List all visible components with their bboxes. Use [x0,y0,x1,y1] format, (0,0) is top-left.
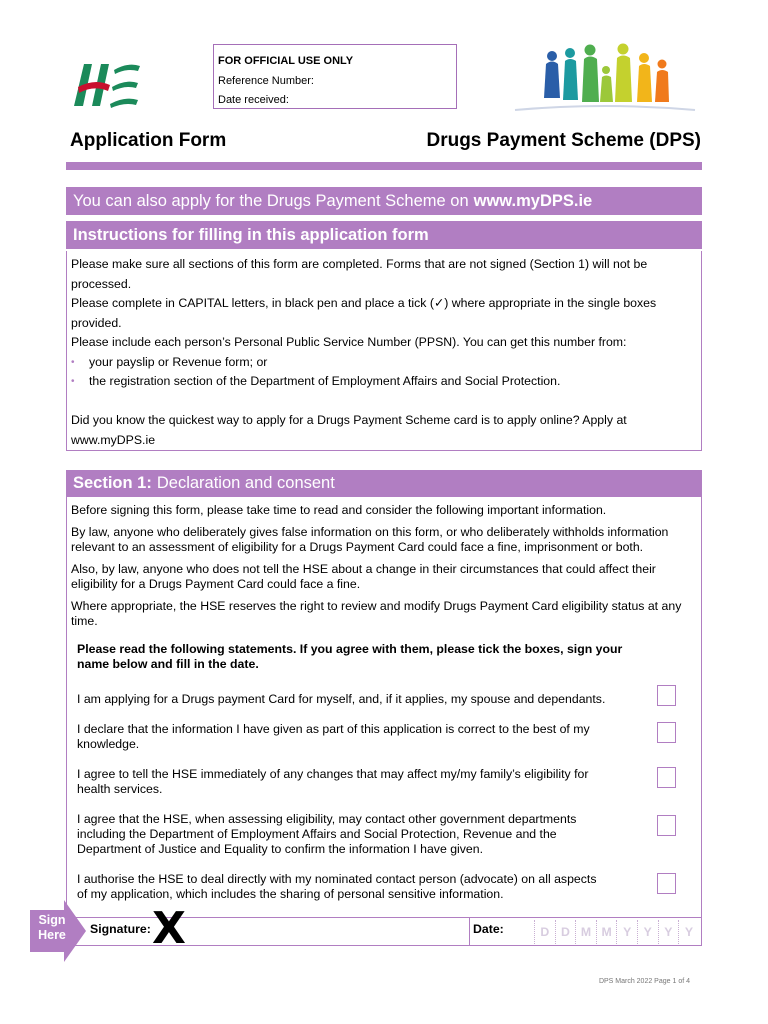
section1-heading [66,470,702,497]
date-cell[interactable]: Y [616,920,637,944]
date-label: Date: [473,922,504,936]
reference-number-label: Reference Number: [218,74,314,87]
please-read-instruction: Please read the following statements. If you agree with them, please tick the boxes, sign your name below and fill in the date. [77,642,623,671]
statement-row [71,872,697,902]
statement-checkbox[interactable] [657,722,676,743]
statement-text: I agree to tell the HSE immediately of any changes that may affect my/my family’s eligibility for health services. [77,767,589,796]
statement-row [71,812,697,857]
ppsn-source-list [71,353,697,392]
list-item: • the registration section of the Department of Employment Affairs and Social Protection. [71,372,697,392]
scheme-title: Drugs Payment Scheme (DPS) [426,130,701,151]
hse-logo-icon [70,58,142,110]
date-cell[interactable]: Y [658,920,679,944]
statement-checkbox[interactable] [657,767,676,788]
list-item: • your payslip or Revenue form; or [71,353,697,373]
date-cell[interactable]: Y [678,920,699,944]
family-people-icon [510,40,700,114]
statement-checkbox[interactable] [657,873,676,894]
section1-title: Declaration and consent [156,474,335,492]
apply-online-text: You can also apply for the Drugs Payment Scheme on [73,191,469,210]
date-input[interactable] [534,920,699,944]
section1-label: Section 1: [73,474,152,492]
statement-row [71,692,697,707]
official-use-title: FOR OFFICIAL USE ONLY [218,55,354,67]
statement-row [71,722,697,752]
title-divider [66,162,702,170]
declaration-paragraph: Also, by law, anyone who does not tell the HSE about a change in their circumstances that could affect their eligibility for a Drugs Payment Card could face a fine. [71,562,656,591]
instructions-paragraph: Please include each person’s Personal Public Service Number (PPSN). You can get this number from: [71,335,627,349]
instructions-paragraph: Please complete in CAPITAL letters, in black pen and place a tick (✓) where appropriate in the single boxes provided. [71,296,657,330]
signature-label: Signature: [90,922,151,936]
date-cell[interactable]: Y [637,920,658,944]
declaration-paragraph: Before signing this form, please take time to read and consider the following important information. [71,503,607,517]
sign-here-word: Here [38,927,66,942]
page-title: Application Form [70,130,227,151]
apply-online-banner [66,187,702,215]
date-cell[interactable]: D [534,920,555,944]
instructions-box [66,251,702,451]
instructions-heading: Instructions for filling in this application form [66,221,702,249]
instructions-paragraph: Please make sure all sections of this form are completed. Forms that are not signed (Section 1) will not be processed. [71,257,648,291]
date-received-label: Date received: [218,94,289,106]
statement-row [71,767,697,797]
section1-box [66,497,702,917]
date-cell[interactable]: D [555,920,576,944]
official-use-box [213,44,457,109]
signature-mark: X [152,903,186,954]
declaration-paragraph: Where appropriate, the HSE reserves the right to review and modify Drugs Payment Card eligibility status at any time. [71,599,682,628]
mydps-link[interactable]: www.myDPS.ie [473,191,593,210]
page-footer: DPS March 2022 Page 1 of 4 [598,978,690,985]
date-divider [469,917,470,946]
statement-checkbox[interactable] [657,685,676,706]
instructions-paragraph: Did you know the quickest way to apply for a Drugs Payment Scheme card is to apply online? Apply at www.myDPS.ie [71,413,627,447]
date-cell[interactable]: M [596,920,617,944]
statement-checkbox[interactable] [657,815,676,836]
statement-text: I authorise the HSE to deal directly with my nominated contact person (advocate) on all aspects of my application, which includes the sharing of personal sensitive information. [77,872,597,901]
statement-text: I declare that the information I have given as part of this application is correct to the best of my knowledge. [77,722,590,751]
sign-here-word: Sign [38,913,66,927]
date-cell[interactable]: M [575,920,596,944]
declaration-paragraph: By law, anyone who deliberately gives false information on this form, or who deliberately withholds information relevant to an assessment of eligibility for a Drugs Payment Card could face a fine, imprisonment or both. [71,525,669,554]
statement-text: I agree that the HSE, when assessing eligibility, may contact other government departments including the Department of Employment Affairs and Social Protection, Revenue and the Department of Justice and Equality to confirm the information I have given. [77,812,577,856]
statement-text: I am applying for a Drugs payment Card for myself, and, if it applies, my spouse and dependants. [77,692,606,706]
